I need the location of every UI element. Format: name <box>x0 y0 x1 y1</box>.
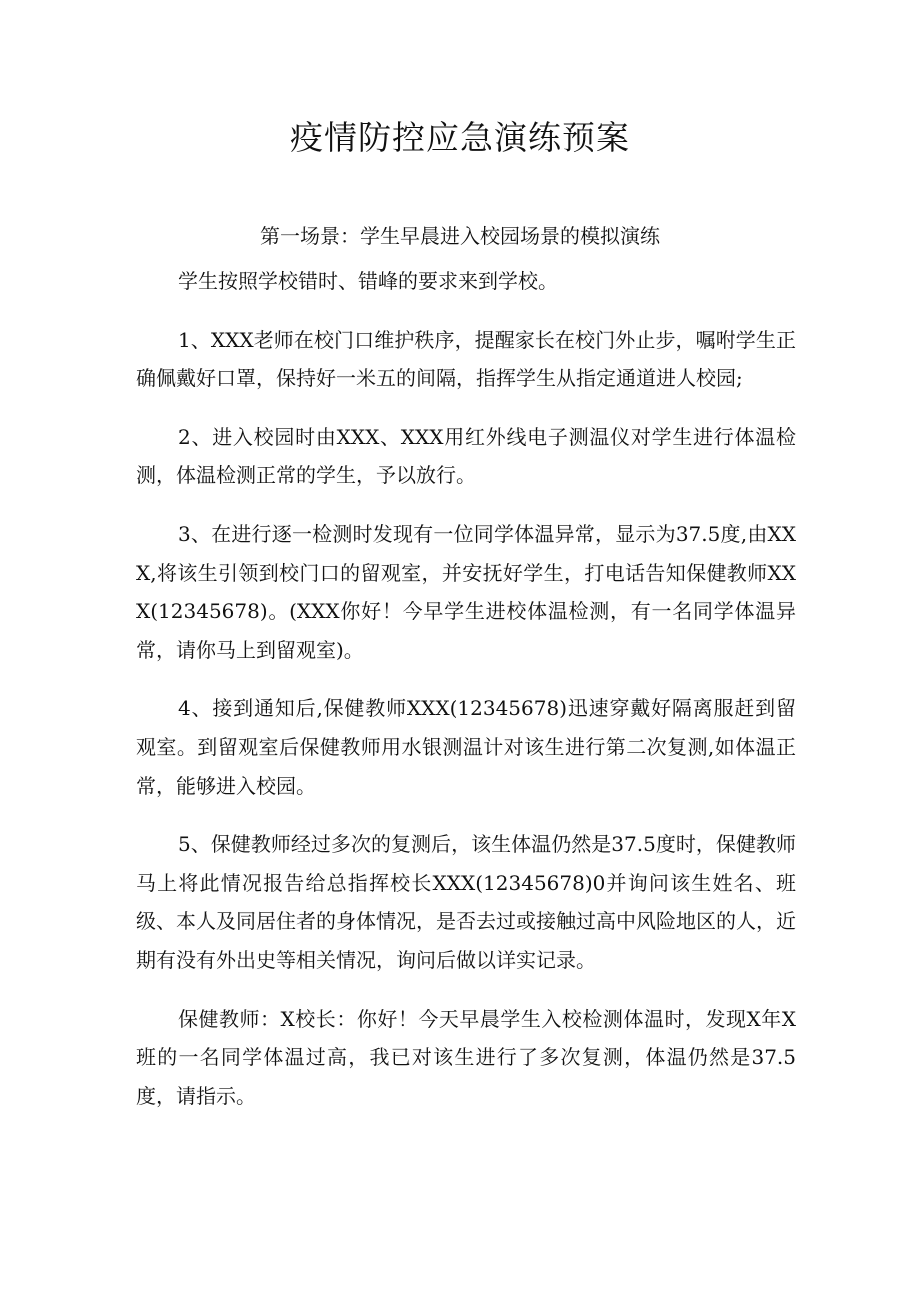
paragraph-step-3: 3、在进行逐一检测时发现有一位同学体温异常，显示为37.5度,由XXX,将该生引领到校门口的留观室，并安抚好学生，打电话告知保健教师XXX(12345678)。(XXX你好！今早学生进校体温检测，有一名同学体温异常，请你马上到留观室)。 <box>136 521 796 662</box>
paragraph-step-1: 1、XXX老师在校门口维护秩序，提醒家长在校门外止步，嘱咐学生正确佩戴好口罩，保持好一米五的间隔，指挥学生从指定通道进人校园; <box>136 327 796 391</box>
paragraph-step-2: 2、进入校园时由XXX、XXX用红外线电子测温仪对学生进行体温检测，体温检测正常的学生，予以放行。 <box>136 424 796 488</box>
document-body <box>136 262 796 1135</box>
paragraph-step-4: 4、接到通知后,保健教师XXX(12345678)迅速穿戴好隔离服赶到留观室。到留观室后保健教师用水银测温计对该生进行第二次复测,如体温正常，能够进入校园。 <box>136 696 796 798</box>
paragraph-step-5: 5、保健教师经过多次的复测后，该生体温仍然是37.5度时，保健教师马上将此情况报告给总指挥校长XXX(12345678)0并询问该生姓名、班级、本人及同居住者的身体情况，是否去过或接触过高中风险地区的人，近期有没有外出史等相关情况，询问后做以详实记录。 <box>136 832 796 972</box>
document-title: 疫情防控应急演练预案 <box>290 118 630 157</box>
paragraph-dialogue: 保健教师：X校长：你好！今天早晨学生入校检测体温时，发现X年X班的一名同学体温过高，我已对该生进行了多次复测，体温仍然是37.5度，请指示。 <box>136 1006 796 1108</box>
scene-heading: 第一场景：学生早晨进入校园场景的模拟演练 <box>260 224 660 248</box>
paragraph-intro: 学生按照学校错时、错峰的要求来到学校。 <box>178 269 558 293</box>
